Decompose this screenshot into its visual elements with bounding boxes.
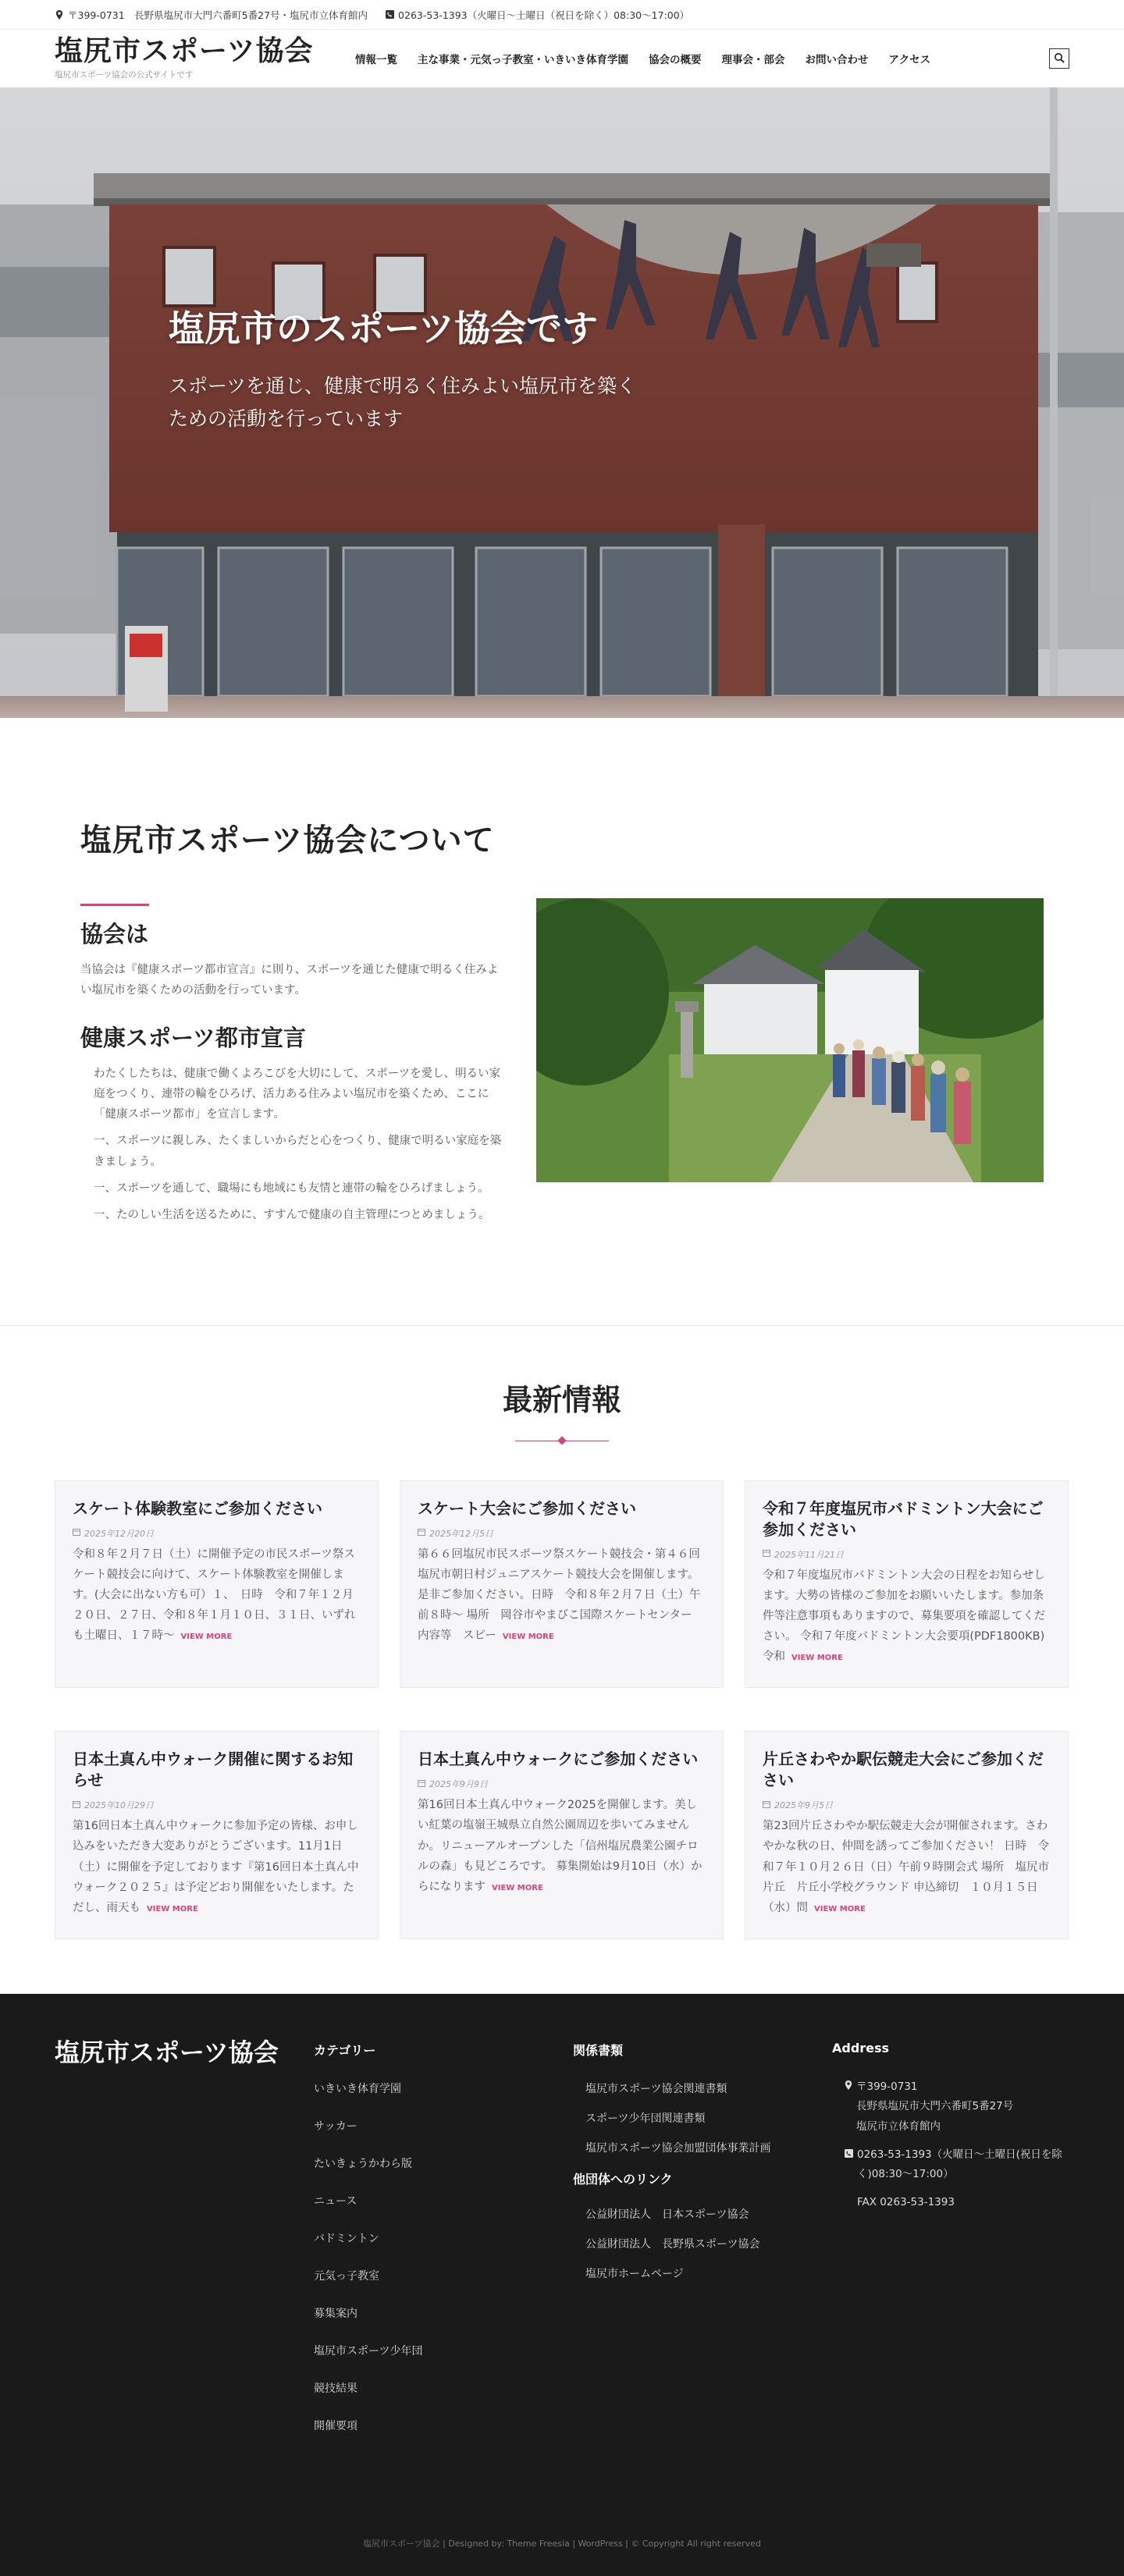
view-more-link[interactable]: VIEW MORE	[147, 1904, 198, 1913]
about-photo	[536, 898, 1044, 1231]
top-info-bar	[0, 0, 1124, 30]
footer-site-title[interactable]: 塩尻市スポーツ協会	[55, 2037, 279, 2067]
news-card-date	[73, 1799, 361, 1811]
news-card-excerpt-text: 第６６回塩尻市民スポーツ祭スケート競技会・第４６回塩尻市朝日村ジュニアスケート競技大会を開催します。是非ご参加ください。日時 令和８年２月７日（土）午前８時〜 場所 岡谷市やまびこ国際スケートセンター 内容等 スピー	[418, 1547, 701, 1643]
footer-street: 長野県塩尻市大門六番町5番27号	[856, 2100, 1014, 2113]
footer-docs-heading: 関係書類	[573, 2042, 624, 2058]
news-card-date-text: 2025年11月21日	[774, 1549, 844, 1560]
footer-doc-link[interactable]: 塩尻市スポーツ協会加盟団体事業計画	[585, 2141, 771, 2155]
news-card-date	[763, 1548, 1051, 1561]
calendar-icon	[763, 1549, 770, 1559]
news-title: 最新情報	[502, 1382, 621, 1417]
calendar-icon	[418, 1779, 425, 1789]
hero-banner	[0, 87, 1124, 718]
phone-square-icon	[385, 10, 394, 20]
footer-links-heading: 他団体へのリンク	[573, 2171, 673, 2187]
view-more-link[interactable]: VIEW MORE	[492, 1883, 543, 1892]
footer-category-item[interactable]: ニュース	[314, 2194, 357, 2208]
hero-subtitle: スポーツを通じ、健康で明るく住みよい塩尻市を築くための活動を行っています	[169, 374, 637, 431]
news-card-excerpt-text: 第16回日本土真ん中ウォーク2025を開催します。美しい紅葉の塩嶺王城県立自然公園周辺を歩いてみませんか。リニューアルオープンした「信州塩尻農業公園チロルの森」も見どころです。 募集開始は9月10日（水）からになります	[418, 1799, 702, 1893]
news-card-title[interactable]: 日本土真ん中ウォーク開催に関するお知らせ	[73, 1750, 354, 1790]
footer-category-item[interactable]: 開催要項	[314, 2419, 357, 2432]
footer-category-item[interactable]: サッカー	[314, 2119, 357, 2133]
footer-category-item[interactable]: たいきょうかわら版	[314, 2157, 412, 2170]
topbar-address-text: 〒399-0731 長野県塩尻市大門六番町5番27号・塩尻市立体育館内	[68, 9, 368, 21]
footer-phone: 0263-53-1393（火曜日〜土曜日(祝日を除く)08:30〜17:00）	[857, 2148, 1062, 2181]
news-card-date	[73, 1527, 361, 1540]
footer-documents	[573, 2033, 832, 2455]
footer-category-item[interactable]: 競技結果	[314, 2382, 357, 2395]
calendar-icon	[763, 1800, 770, 1810]
calendar-icon	[418, 1528, 425, 1538]
about-columns	[80, 917, 1044, 1231]
news-card-title[interactable]: 令和７年度塩尻市バドミントン大会にご参加ください	[763, 1498, 1044, 1539]
declaration-item: 一、スポーツに親しみ、たくましいからだと心をつくり、健康で明るい家庭を築きましょう。	[94, 1135, 502, 1168]
footer-category-item[interactable]: 塩尻市スポーツ少年団	[314, 2344, 423, 2357]
topbar-address	[55, 8, 368, 22]
footer-categories-heading: カテゴリー	[314, 2042, 376, 2058]
news-card-date-text: 2025年12月5日	[429, 1528, 493, 1539]
about-section	[0, 718, 1124, 1326]
footer-fax: FAX 0263-53-1393	[857, 2195, 955, 2208]
news-card-excerpt	[73, 1816, 361, 1917]
copyright: 塩尻市スポーツ協会 | Designed by: Theme Freesia | WordPress | © Copyright All right reserved	[363, 2538, 761, 2549]
news-card	[400, 1731, 724, 1938]
footer-categories	[314, 2033, 573, 2455]
news-card	[400, 1480, 724, 1688]
news-card-date-text: 2025年12月20日	[84, 1528, 154, 1539]
news-card-date	[763, 1799, 1051, 1811]
footer-address-row	[845, 2077, 1066, 2137]
news-card-excerpt	[73, 1544, 361, 1646]
news-card-title[interactable]: 日本土真ん中ウォークにご参加ください	[418, 1750, 699, 1769]
site-description: 塩尻市スポーツ協会の公式サイトです	[55, 70, 194, 80]
footer-category-item[interactable]: バドミントン	[314, 2232, 379, 2245]
news-card-title[interactable]: 片丘さわやか駅伝競走大会にご参加ください	[763, 1750, 1044, 1790]
topbar-phone-text: 0263-53-1393（火曜日〜土曜日（祝日を除く）08:30〜17:00）	[398, 9, 690, 21]
hero-text	[169, 306, 637, 436]
news-card	[55, 1480, 379, 1688]
news-card-excerpt-text: 第23回片丘さわやか駅伝競走大会が開催されます。さわやかな秋の日、仲間を誘ってご参加ください！ 日時 令和７年１０月２６日（日）午前９時開会式 場所 塩尻市片丘 片丘小学校グラウンド 申込締切 １０月１５日（水）問	[763, 1820, 1050, 1914]
news-card-excerpt-text: 令和７年度塩尻市バドミントン大会の日程をお知らせします。大勢の皆様のご参加をお願いいたします。参加条件等注意事項もありますので、募集要項を確認してください。 令和７年度バドミントン大会要項(PDF1800KB) 令和	[763, 1569, 1046, 1664]
declaration-heading: 健康スポーツ都市宣言	[80, 1025, 306, 1052]
footer-postal-code: 〒399-0731	[856, 2080, 918, 2093]
news-card-date-text: 2025年9月9日	[429, 1779, 488, 1790]
fax-icon	[845, 2193, 853, 2213]
news-card-excerpt	[418, 1544, 706, 1646]
about-text-column	[80, 917, 508, 1231]
news-card	[745, 1480, 1069, 1688]
footer-external-link[interactable]: 塩尻市ホームページ	[585, 2267, 684, 2280]
footer-address-lines	[856, 2077, 1013, 2137]
search-icon	[1054, 52, 1065, 66]
news-card-title[interactable]: スケート体験教室にご参加ください	[73, 1498, 322, 1518]
news-card-excerpt-text: 令和８年２月７日（土）に開催予定の市民スポーツ祭スケート競技会に向けて、スケート体験教室を開催します。(大会に出ない方も可）１、 日時 令和７年１２月２０日、２７日、令和８年１月１０日、３１日、いずれも土曜日、１７時〜	[73, 1547, 356, 1643]
nav-item-access[interactable]: アクセス	[888, 54, 931, 66]
nav-item-contact[interactable]: お問い合わせ	[805, 54, 869, 66]
news-card-date-text: 2025年9月5日	[774, 1800, 833, 1811]
nav-item-board[interactable]: 理事会・部会	[721, 54, 785, 66]
topbar-phone	[385, 8, 689, 22]
footer-category-item[interactable]: 元気っ子教室	[314, 2269, 379, 2283]
footer-doc-link[interactable]: 塩尻市スポーツ協会関連書類	[585, 2082, 727, 2095]
news-card-title[interactable]: スケート大会にご参加ください	[418, 1498, 636, 1518]
phone-square-icon	[845, 2145, 853, 2185]
declaration-intro: わたくしたちは、健康で働くよろこびを大切にして、スポーツを愛し、明るい家庭をつくり、連帯の輪をひろげ、活力ある住みよい塩尻市を築くため、ここに「健康スポーツ都市」を宣言します。	[94, 1068, 501, 1121]
hero-title: 塩尻市のスポーツ協会です	[169, 307, 599, 350]
site-title[interactable]: 塩尻市スポーツ協会	[55, 34, 314, 67]
news-card-excerpt	[418, 1795, 706, 1896]
association-text: 当協会は『健康スポーツ都市宣言』に則り、スポーツを通じた健康で明るく住みよい塩尻市を築くための活動を行っています。	[80, 964, 499, 997]
news-grid	[55, 1480, 1069, 1939]
footer-address	[832, 2033, 1066, 2455]
view-more-link[interactable]: VIEW MORE	[502, 1633, 554, 1642]
nav-item-overview[interactable]: 協会の概要	[649, 54, 702, 66]
footer-address-heading: Address	[832, 2040, 890, 2055]
brand	[55, 34, 355, 81]
declaration-item: 一、スポーツを通して、職場にも地域にも友情と連帯の輪をひろげましょう。	[94, 1181, 489, 1195]
footer-building: 塩尻市立体育館内	[856, 2120, 941, 2134]
news-card-date	[418, 1527, 706, 1540]
footer-external-link[interactable]: 公益財団法人 長野県スポーツ協会	[585, 2237, 760, 2251]
view-more-link[interactable]: VIEW MORE	[180, 1633, 233, 1642]
footer-category-item[interactable]: 募集案内	[314, 2307, 357, 2320]
news-card-date	[418, 1778, 706, 1790]
declaration-body	[80, 1064, 508, 1225]
footer-fax-row	[845, 2193, 1066, 2213]
nav-item-info-list[interactable]: 情報一覧	[355, 54, 397, 66]
map-marker-icon	[55, 10, 64, 20]
footer-links-list	[573, 2206, 832, 2281]
footer-phone-row	[845, 2145, 1066, 2185]
about-title-underline	[80, 904, 149, 906]
footer-category-list	[314, 2080, 573, 2433]
footer-docs-list	[573, 2080, 832, 2155]
footer-doc-link[interactable]: スポーツ少年団関連書類	[585, 2112, 706, 2125]
news-card-excerpt	[763, 1565, 1051, 1667]
site-footer	[0, 1994, 1124, 2576]
walking-group-photo	[536, 898, 1044, 1182]
footer-brand	[55, 2033, 314, 2455]
news-card	[55, 1731, 379, 1938]
footer-columns	[55, 2033, 1069, 2455]
news-card-date-text: 2025年10月29日	[84, 1800, 154, 1811]
news-card	[745, 1731, 1069, 1938]
main-nav	[355, 51, 930, 66]
news-section	[0, 1326, 1124, 1994]
declaration-item: 一、たのしい生活を送るために、すすんで健康の自主管理につとめましょう。	[94, 1208, 490, 1221]
news-card-excerpt	[763, 1816, 1051, 1917]
calendar-icon	[73, 1528, 80, 1538]
view-more-link[interactable]: VIEW MORE	[814, 1904, 866, 1913]
site-header	[0, 30, 1124, 87]
association-heading: 協会は	[80, 921, 149, 947]
footer-category-item[interactable]: いきいき体育学園	[314, 2082, 401, 2095]
view-more-link[interactable]: VIEW MORE	[791, 1654, 843, 1663]
search-button[interactable]	[1049, 48, 1069, 69]
news-card-excerpt-text: 第16回日本土真ん中ウォークに参加予定の皆様、お申し込みをいただき大変ありがとうございます。11月1日（土）に開催を予定しております『第16回日本土真ん中ウォーク２０２５』は予定どおり開催をいたします。ただし、雨天も	[73, 1820, 359, 1914]
footer-external-link[interactable]: 公益財団法人 日本スポーツ協会	[585, 2208, 749, 2221]
footer-address-block	[832, 2077, 1066, 2213]
calendar-icon	[73, 1800, 80, 1810]
map-marker-icon	[845, 2077, 852, 2137]
about-title: 塩尻市スポーツ協会について	[80, 823, 495, 858]
nav-item-main-activities[interactable]: 主な事業・元気っ子教室・いきいき体育学園	[418, 54, 628, 66]
